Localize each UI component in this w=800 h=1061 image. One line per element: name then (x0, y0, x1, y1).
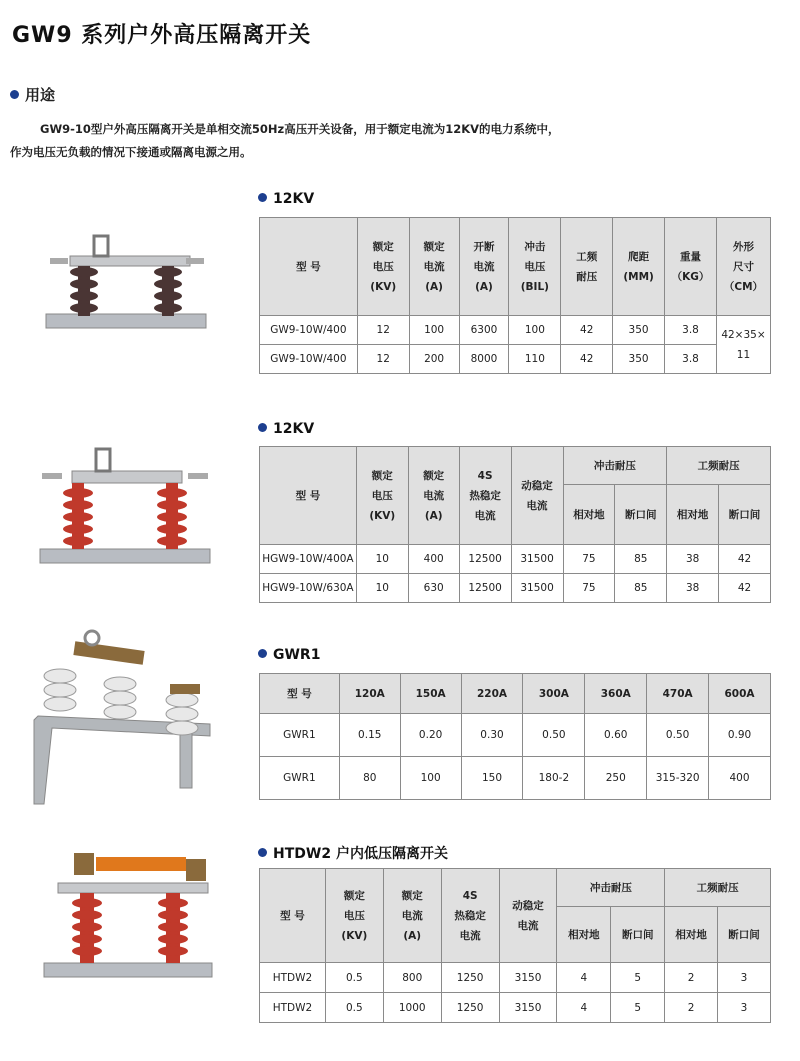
bullet-icon (258, 848, 267, 857)
col-header-size: 外形 尺寸 （CM） (716, 218, 770, 316)
col-header-rated-voltage: 额定 电压 (KV) (356, 447, 408, 545)
bullet-icon (258, 649, 267, 658)
section-4-title: HTDW2 户内低压隔离开关 (258, 843, 448, 863)
col-header-current: 600A (709, 674, 771, 714)
col-header-current: 300A (523, 674, 585, 714)
table-row: HTDW2 0.5 1000 1250 3150 4 5 2 3 (260, 993, 771, 1023)
col-header-impulse-voltage: 冲击 电压 (BIL) (509, 218, 561, 316)
table-row: HGW9-10W/630A 10 630 12500 31500 75 85 38 42 (260, 574, 771, 603)
col-header-dynamic-current: 动稳定 电流 (499, 869, 557, 963)
gw9-product-photo (36, 228, 216, 338)
col-header-model: 型 号 (260, 447, 357, 545)
col-header-current: 470A (647, 674, 709, 714)
hgw9-product-photo (32, 445, 218, 570)
col-header-model: 型 号 (260, 674, 340, 714)
col-header-model: 型 号 (260, 218, 358, 316)
col-header-model: 型 号 (260, 869, 326, 963)
spec-table-gwr1 (259, 673, 771, 800)
col-header-thermal-current: 4S 热稳定 电流 (459, 447, 511, 545)
section-1-title: 12KV (258, 191, 314, 207)
col-header-thermal-current: 4S 热稳定 电流 (441, 869, 499, 963)
htdw2-product-photo (36, 845, 222, 987)
section-2-title: 12KV (258, 421, 314, 437)
table-row: HGW9-10W/400A 10 400 12500 31500 75 85 38 42 (260, 545, 771, 574)
col-header-breaking-current: 开断 电流 (A) (459, 218, 509, 316)
col-header-impulse: 冲击耐压 (563, 447, 667, 485)
col-header-rated-current: 额定 电流 (A) (408, 447, 459, 545)
col-header-current: 150A (400, 674, 461, 714)
usage-line-2: 作为电压无负载的情况下接通或隔离电源之用。 (10, 145, 252, 159)
col-header-current: 360A (585, 674, 647, 714)
col-header-across-gap: 断口间 (611, 907, 665, 963)
bullet-icon (258, 193, 267, 202)
col-header-rated-current: 额定 电流 (A) (383, 869, 441, 963)
col-header-phase-ground: 相对地 (667, 485, 719, 545)
table-row: GW9-10W/400 12 100 6300 100 42 350 3.8 42×35× 11 (260, 316, 771, 345)
bullet-icon (10, 90, 19, 99)
col-header-current: 120A (339, 674, 400, 714)
table-row: GWR1 0.15 0.20 0.30 0.50 0.60 0.50 0.90 (260, 714, 771, 757)
col-header-current: 220A (461, 674, 523, 714)
col-header-dynamic-current: 动稳定 电流 (511, 447, 563, 545)
col-header-creepage: 爬距 (MM) (613, 218, 665, 316)
col-header-power-freq: 工频耐压 (665, 869, 771, 907)
usage-text (10, 118, 710, 164)
section-3-title: GWR1 (258, 647, 320, 663)
gwr1-product-photo (30, 628, 226, 806)
col-header-phase-ground: 相对地 (557, 907, 611, 963)
merged-size-cell: 42×35× 11 (716, 316, 770, 374)
col-header-rated-voltage: 额定 电压 (KV) (325, 869, 383, 963)
col-header-rated-voltage: 额定 电压 (KV) (357, 218, 409, 316)
col-header-weight: 重量 （KG） (665, 218, 717, 316)
col-header-impulse: 冲击耐压 (557, 869, 665, 907)
col-header-phase-ground: 相对地 (665, 907, 718, 963)
table-row: GWR1 80 100 150 180-2 250 315-320 400 (260, 757, 771, 800)
spec-table-gw9 (259, 217, 771, 374)
col-header-across-gap: 断口间 (615, 485, 667, 545)
col-header-power-freq: 工频耐压 (667, 447, 771, 485)
col-header-rated-current: 额定 电流 (A) (409, 218, 459, 316)
bullet-icon (258, 423, 267, 432)
table-row: HTDW2 0.5 800 1250 3150 4 5 2 3 (260, 963, 771, 993)
col-header-across-gap: 断口间 (719, 485, 771, 545)
spec-table-hgw9 (259, 446, 771, 603)
col-header-phase-ground: 相对地 (563, 485, 615, 545)
page-title: GW9 系列户外高压隔离开关 (12, 23, 312, 48)
col-header-power-freq: 工频 耐压 (561, 218, 613, 316)
table-row: GW9-10W/400 12 200 8000 110 42 350 3.8 (260, 345, 771, 374)
spec-table-htdw2 (259, 868, 771, 1023)
col-header-across-gap: 断口间 (718, 907, 771, 963)
usage-line-1: GW9-10型户外高压隔离开关是单相交流50Hz高压开关设备，用于额定电流为12KV的电力系统中， (40, 122, 560, 136)
usage-heading: 用途 (10, 84, 55, 105)
